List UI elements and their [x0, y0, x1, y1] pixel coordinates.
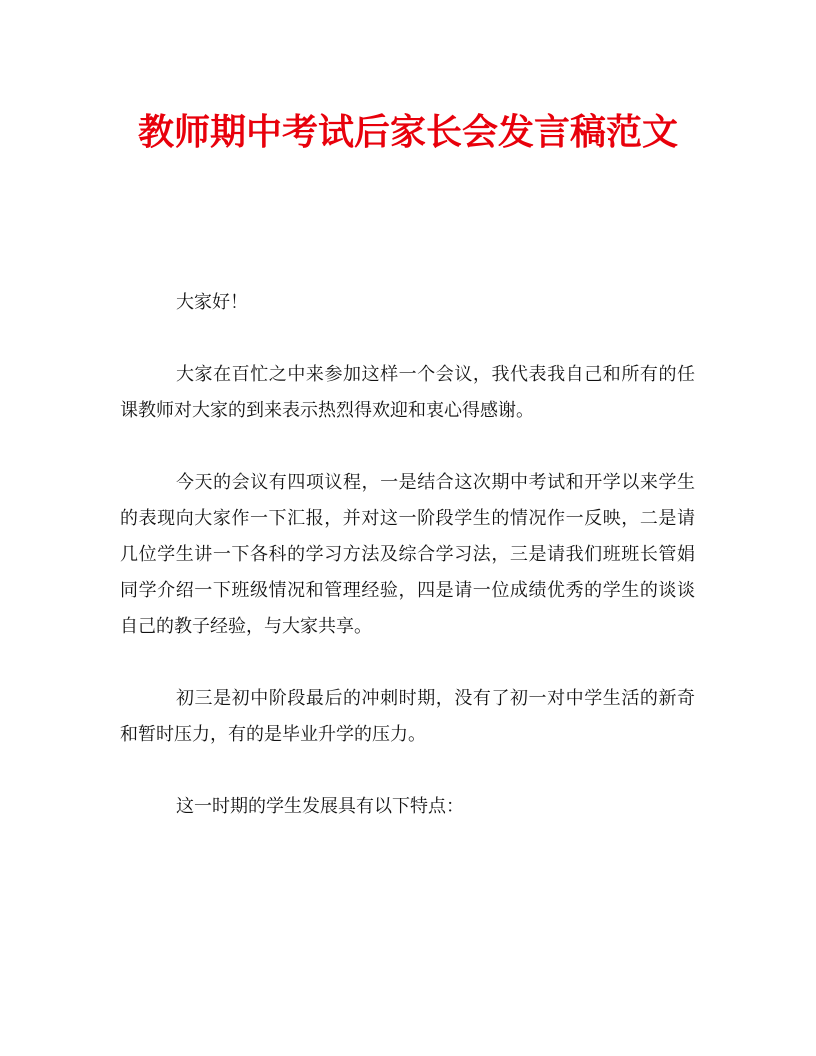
document-body: [120, 285, 695, 861]
paragraph-greeting: 大家好！: [176, 292, 248, 313]
paragraph-welcome: 大家在百忙之中来参加这样一个会议，我代表我自己和所有的任课教师对大家的到来表示热烈得欢迎和衷心得感谢。: [120, 364, 695, 421]
paragraph-grade-three: 初三是初中阶段最后的冲刺时期，没有了初一对中学生活的新奇和暂时压力，有的是毕业升学的压力。: [120, 688, 695, 745]
paragraph-characteristics: 这一时期的学生发展具有以下特点：: [176, 796, 464, 817]
paragraph-agenda: 今天的会议有四项议程，一是结合这次期中考试和开学以来学生的表现向大家作一下汇报，并对这一阶段学生的情况作一反映，二是请几位学生讲一下各科的学习方法及综合学习法，三是请我们班班长管娟同学介绍一下班级情况和管理经验，四是请一位成绩优秀的学生的谈谈自己的教子经验，与大家共享。: [120, 472, 695, 637]
document-title: 教师期中考试后家长会发言稿范文: [137, 111, 678, 153]
